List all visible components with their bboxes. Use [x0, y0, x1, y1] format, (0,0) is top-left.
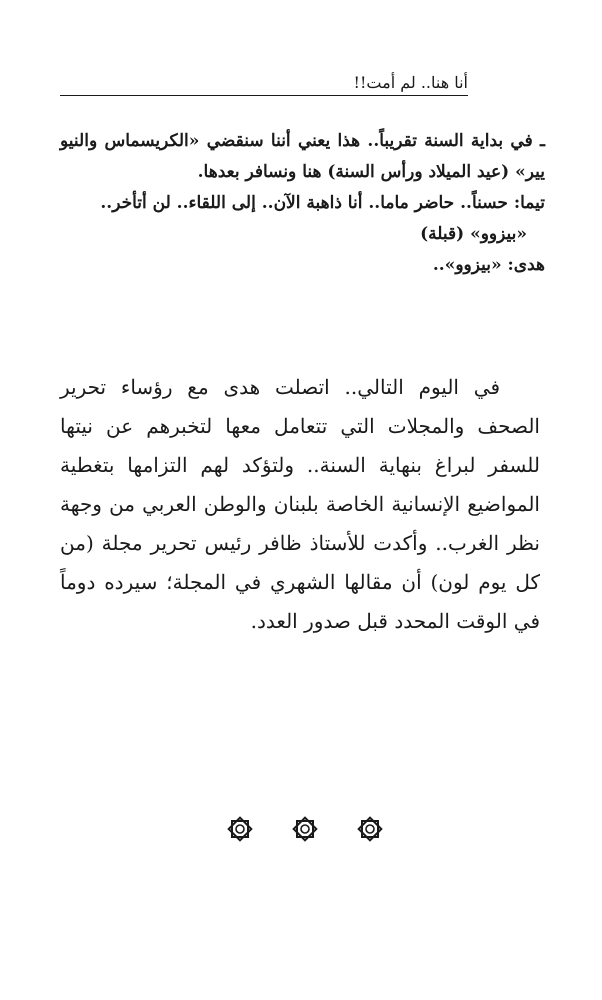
dialogue-line: تيما: حسناً.. حاضر ماما.. أنا ذاهبة الآن.. إلى اللقاء.. لن أتأخر.. [100, 193, 545, 213]
running-header: أنا هنا.. لم أمت!! [353, 73, 468, 92]
dialogue-block [60, 126, 545, 281]
dialogue-line: «بيزوو» (قبلة) [420, 224, 527, 244]
body-paragraph: في اليوم التالي.. اتصلت هدى مع رؤساء تحرير الصحف والمجلات التي تتعامل معها لتخبرهم عن نيتها للسفر لبراغ بنهاية السنة.. ولتؤكد لهم التزامها بتغطية المواضيع الإنسانية الخاصة بلبنان والوطن العربي من وجهة نظر الغرب.. وأكدت للأستاذ ظافر رئيس تحرير مجلة (من كل يوم لون) أن مقالها الشهري في المجلة؛ سيرده دوماً في الوقت المحدد قبل صدور العدد. [60, 375, 540, 633]
ornament-icon [225, 814, 255, 844]
header-divider [60, 95, 468, 96]
ornament-icon [355, 814, 385, 844]
dialogue-line: ـ في بداية السنة تقريباً.. هذا يعني أننا سنقضي «الكريسماس والنيو يير» (عيد الميلاد ورأس السنة) هنا ونسافر بعدها. [60, 131, 545, 182]
section-break [225, 812, 385, 846]
dialogue-line: هدى: «بيزوو».. [432, 255, 545, 275]
ornament-icon [290, 814, 320, 844]
